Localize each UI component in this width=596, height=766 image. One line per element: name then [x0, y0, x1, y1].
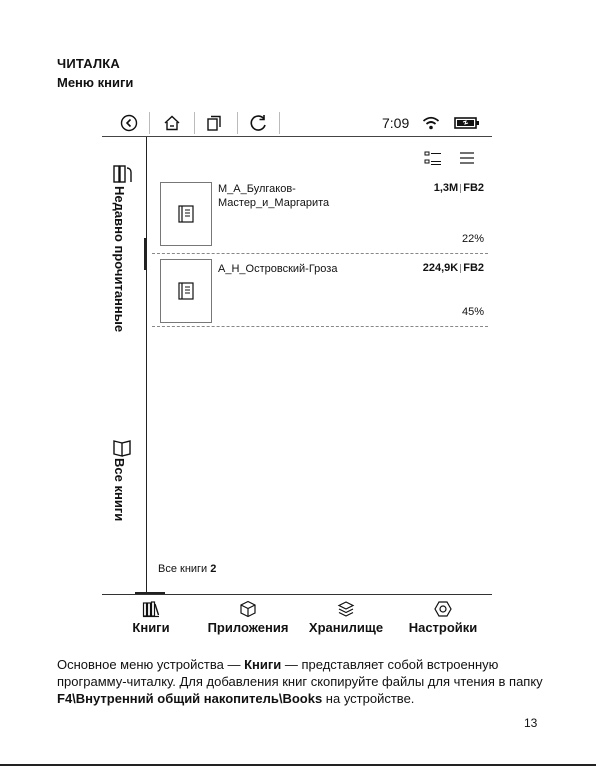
- row-divider: [152, 326, 488, 327]
- section-title: ЧИТАЛКА: [57, 56, 120, 71]
- apps-icon: [239, 600, 257, 618]
- subsection-title: Меню книги: [57, 75, 134, 90]
- refresh-button[interactable]: [239, 110, 277, 136]
- books-icon: [142, 600, 160, 618]
- sidebar-tab-recent[interactable]: Недавно прочитанные: [112, 186, 127, 333]
- nav-apps[interactable]: [198, 598, 298, 635]
- settings-icon: [434, 600, 452, 618]
- refresh-icon: [248, 113, 268, 133]
- book-cover: [160, 259, 212, 323]
- page-number: 13: [524, 716, 538, 730]
- list-item[interactable]: [160, 182, 486, 252]
- book-format: FB2: [463, 182, 484, 194]
- copy-button[interactable]: [195, 110, 233, 136]
- bottom-nav-divider: [102, 594, 492, 595]
- nav-label: Настройки: [408, 620, 478, 635]
- book-progress: 45%: [461, 306, 484, 318]
- copy-icon: [205, 114, 223, 132]
- nav-label: Приложения: [207, 620, 289, 635]
- books-count: [158, 563, 216, 575]
- list-view-icon[interactable]: [424, 150, 442, 166]
- active-tab-indicator: [144, 238, 147, 270]
- nav-settings[interactable]: [393, 598, 493, 635]
- book-size: 224,9K: [422, 262, 459, 274]
- topbar-separator: [149, 112, 150, 134]
- books-count-value: 2: [210, 563, 217, 575]
- recent-books-icon: [112, 164, 134, 184]
- back-icon: [120, 114, 138, 132]
- device-topbar: [102, 110, 492, 137]
- sidebar-divider: [146, 137, 147, 595]
- row-divider: [152, 253, 488, 254]
- menu-icon[interactable]: [458, 150, 476, 166]
- clock: 7:09: [382, 115, 410, 131]
- sidebar-tab-all[interactable]: Все книги: [112, 458, 127, 522]
- battery-icon: [454, 117, 480, 129]
- topbar-separator: [279, 112, 280, 134]
- book-size: 1,3M: [433, 182, 459, 194]
- nav-label: Хранилище: [308, 620, 384, 635]
- book-title: А_Н_Островский-Гроза: [218, 263, 338, 275]
- book-icon: [177, 282, 195, 300]
- nav-label: Книги: [132, 620, 170, 635]
- book-title: М_А_Булгаков- Мастер_и_Маргарита: [218, 183, 330, 209]
- description-paragraph: [57, 656, 547, 707]
- text-run: — представляет собой встроенную программу-читалку. Для добавления книг скопируйте файлы для чтения в папку: [57, 657, 543, 689]
- back-button[interactable]: [110, 110, 148, 136]
- home-icon: [163, 114, 181, 132]
- nav-storage[interactable]: [296, 598, 396, 635]
- book-meta: [434, 182, 484, 194]
- topbar-separator: [237, 112, 238, 134]
- book-cover: [160, 182, 212, 246]
- text-run: на устройстве.: [322, 691, 415, 706]
- storage-icon: [337, 600, 355, 618]
- nav-books[interactable]: [101, 598, 201, 635]
- all-books-icon: [112, 438, 134, 458]
- book-format: FB2: [463, 262, 484, 274]
- text-bold: F4\Внутренний общий накопитель\Books: [57, 691, 323, 706]
- wifi-icon: [422, 115, 440, 131]
- book-meta: [423, 262, 484, 274]
- text-bold: Книги: [244, 657, 282, 672]
- list-item[interactable]: [160, 259, 486, 325]
- books-count-label: Все книги: [158, 563, 208, 575]
- active-nav-indicator: [135, 592, 165, 594]
- text-run: Основное меню устройства —: [57, 657, 245, 672]
- book-progress: 22%: [461, 233, 484, 245]
- book-icon: [177, 205, 195, 223]
- home-button[interactable]: [153, 110, 191, 136]
